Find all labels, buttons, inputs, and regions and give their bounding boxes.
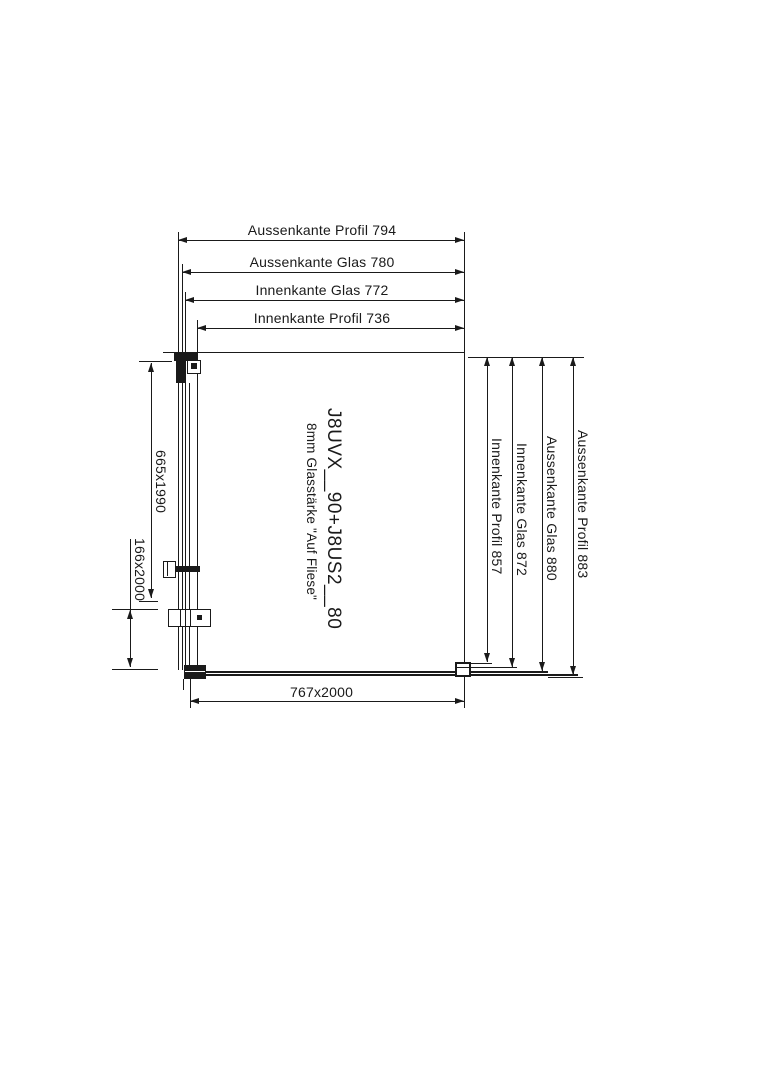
arrow-down-icon xyxy=(539,662,545,671)
clamp-bracket-line xyxy=(190,609,191,626)
arrow-down-icon xyxy=(570,666,576,675)
arrow-up-icon xyxy=(127,610,133,619)
extension-line-right xyxy=(464,232,465,708)
dim-line xyxy=(190,701,464,702)
clamp-bracket-screw-icon xyxy=(197,615,202,620)
bottom-left-bracket-icon xyxy=(184,665,206,679)
dim-label-aussenkante-profil-794: Aussenkante Profil 794 xyxy=(247,222,397,238)
enclosure-top-edge xyxy=(163,352,465,353)
top-hinge-pin-icon xyxy=(191,363,197,369)
arrow-down-icon xyxy=(127,658,133,667)
arrow-up-icon xyxy=(539,357,545,366)
left-dim-ref-tick xyxy=(139,601,158,602)
top-hinge-body-icon xyxy=(176,361,186,383)
arrow-down-icon xyxy=(148,589,154,598)
bottom-panel-glass-edge xyxy=(186,674,578,676)
dim-label-innenkante-glas-772: Innenkante Glas 772 xyxy=(255,282,389,298)
product-code: J8UVX__90+J8US2__80 xyxy=(323,408,344,630)
dim-label-aussenkante-glas-780: Aussenkante Glas 780 xyxy=(249,254,395,270)
dim-label-767x2000: 767x2000 xyxy=(290,684,354,700)
dim-line xyxy=(487,357,488,662)
dim-line xyxy=(151,363,152,598)
dim-label-aussenkante-glas-880: Aussenkante Glas 880 xyxy=(544,436,560,581)
dim-line xyxy=(542,357,543,671)
dim-label-166x2000: 166x2000 xyxy=(132,538,148,602)
dim-line xyxy=(197,328,464,329)
left-dim-ref-tick xyxy=(112,609,158,610)
glass-thickness-note: 8mm Glasstärke "Auf Fliese" xyxy=(304,423,319,601)
arrow-right-icon xyxy=(455,698,464,704)
bottom-panel-glass-edge xyxy=(186,671,548,673)
dim-label-665x1990: 665x1990 xyxy=(153,450,169,514)
arrow-up-icon xyxy=(148,363,154,372)
right-dims-ref-tick xyxy=(455,667,517,668)
arrow-left-icon xyxy=(190,698,199,704)
clamp-bracket-line xyxy=(185,609,186,626)
right-dims-ref-tick xyxy=(468,663,492,664)
dim-label-innenkante-profil-736: Innenkante Profil 736 xyxy=(253,310,391,326)
dim-label-innenkante-profil-857: Innenkante Profil 857 xyxy=(489,438,505,575)
bottom-panel-edge-extension xyxy=(548,677,583,678)
door-knob-face-line xyxy=(167,562,168,576)
bracket-slit xyxy=(185,671,205,672)
extension-line xyxy=(182,264,183,352)
clamp-bracket-line xyxy=(180,609,181,626)
arrow-up-icon xyxy=(509,357,515,366)
arrow-down-icon xyxy=(509,658,515,667)
left-dim-ref-tick xyxy=(139,361,172,362)
left-dim-ref-tick xyxy=(112,669,158,670)
dim-line xyxy=(178,240,464,241)
dim-line xyxy=(573,357,574,675)
bracket-stub-line xyxy=(183,679,184,690)
arrow-up-icon xyxy=(570,357,576,366)
arrow-down-icon xyxy=(484,653,490,662)
dim-label-aussenkante-profil-883: Aussenkante Profil 883 xyxy=(575,430,591,579)
dim-line xyxy=(512,357,513,667)
dim-label-innenkante-glas-872: Innenkante Glas 872 xyxy=(514,443,530,577)
dim-line xyxy=(182,272,464,273)
arrow-up-icon xyxy=(484,357,490,366)
dim-line xyxy=(185,300,464,301)
dim-line xyxy=(130,539,131,667)
door-knob-stem-icon xyxy=(175,566,200,572)
bottom-right-connector-icon xyxy=(455,662,471,677)
